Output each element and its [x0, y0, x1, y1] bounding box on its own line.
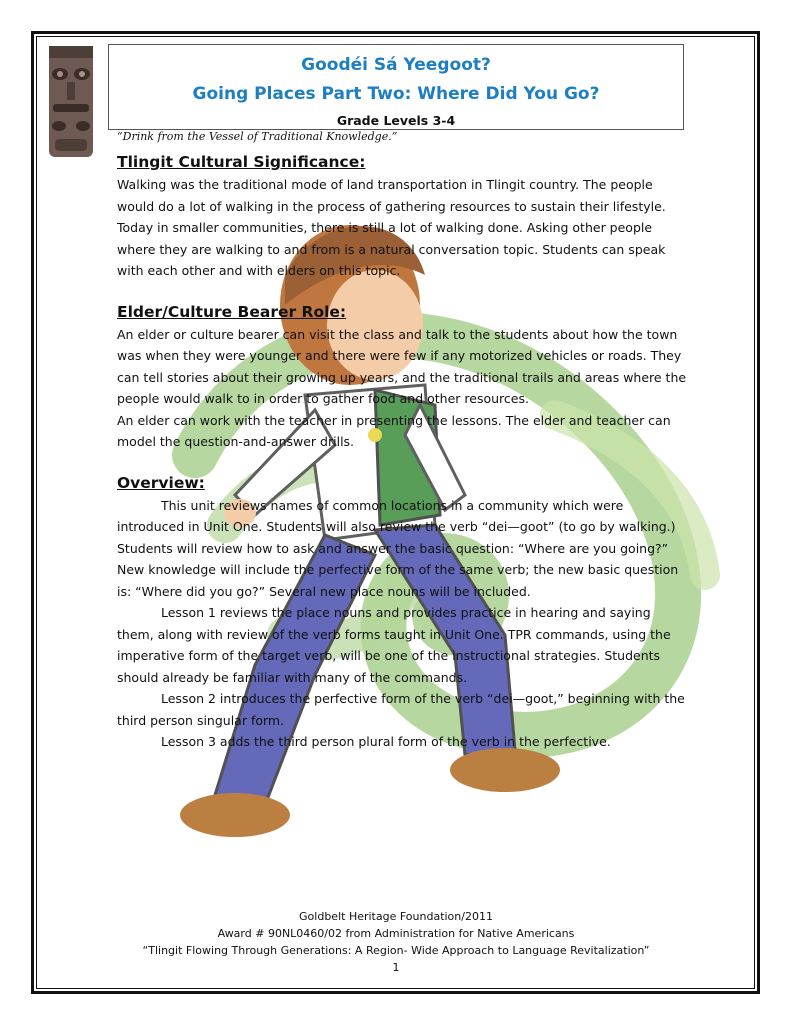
footer-line-3: “Tlingit Flowing Through Generations: A Region- Wide Approach to Language Revitalization”	[142, 944, 650, 957]
footer-line-1: Goldbelt Heritage Foundation/2011	[299, 910, 493, 923]
totem-pole-image	[45, 44, 97, 159]
elder-body-1: An elder or culture bearer can visit the class and talk to the students about how the town was when they were younger and there were few if any motorized vehicles or roads. They can tell stories about their growing up years, and the traditional trails and areas where the people would walk to in order to gather food and other resources.	[117, 326, 687, 406]
page-number: 1	[392, 961, 400, 974]
grade-levels: Grade Levels 3-4	[336, 113, 456, 128]
cultural-heading: Tlingit Cultural Significance:	[117, 153, 366, 171]
cultural-body: Walking was the traditional mode of land transportation in Tlingit country. The people would do a lot of walking in the process of gathering resources to sustain their lifestyle. Today in smaller communities, there is still a lot of walking done. Asking other people where they are walking to and from is a natural conversation topic. Students can speak with each other and with elders on this topic.	[117, 177, 666, 278]
overview-paragraph-2: Lesson 1 reviews the place nouns and provides practice in hearing and saying them, along with review of the verb forms taught in Unit One. TPR commands, using the imperative form of the target verb, will be one of the instructional strategies. Students should already be familiar with many of the commands.	[117, 605, 671, 685]
page-subtitle: Going Places Part Two: Where Did You Go?	[192, 84, 600, 104]
elder-heading: Elder/Culture Bearer Role:	[117, 302, 347, 321]
footer	[60, 908, 732, 976]
elder-body-2: An elder can work with the teacher in presenting the lessons. The elder and teacher can model the question-and-answer drills.	[117, 412, 671, 449]
overview-paragraph-1: This unit reviews names of common locations in a community which were introduced in Unit One. Students will also review the verb “dei—goot” (to go by walking.) Students will review how to ask and answer the basic question: “Where are you going?” New knowledge will include the perfective form of the same verb; the new basic question is: “Where did you go?” Several new place nouns will be included.	[117, 497, 679, 599]
page-title: Goodéi Sá Yeegoot?	[301, 55, 491, 75]
overview-heading: Overview:	[117, 473, 205, 492]
title-box	[108, 44, 684, 130]
overview-paragraph-3: Lesson 2 introduces the perfective form of the verb “dei—goot,” beginning with the third person singular form.	[117, 691, 685, 728]
content	[117, 150, 687, 753]
footer-line-2: Award # 90NL0460/02 from Administration for Native Americans	[217, 927, 575, 940]
overview-paragraph-4: Lesson 3 adds the third person plural form of the verb in the perfective.	[161, 734, 611, 749]
motto: “Drink from the Vessel of Traditional Knowledge.”	[117, 130, 398, 143]
